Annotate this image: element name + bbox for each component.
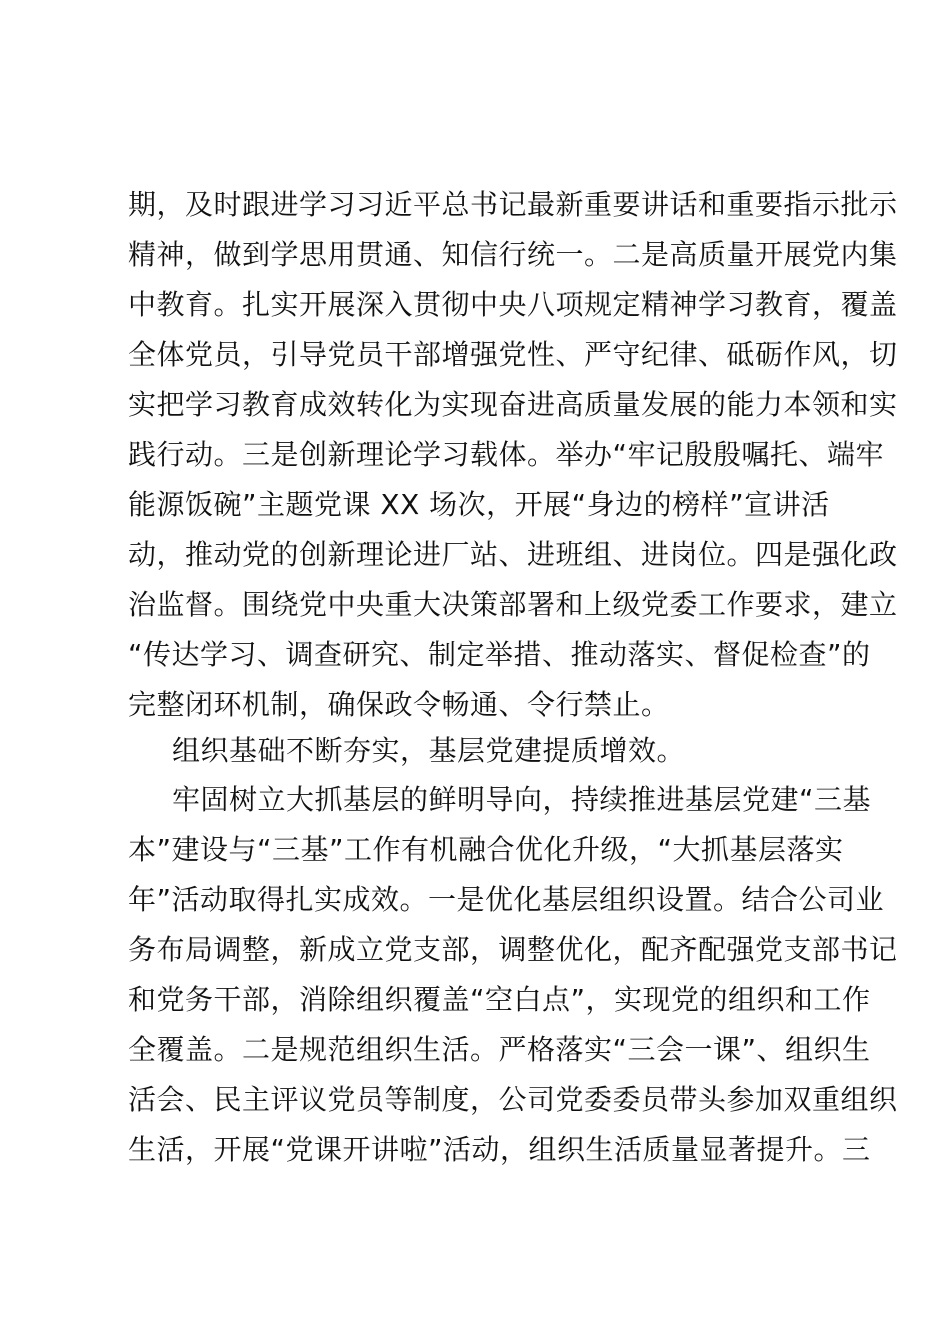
- paragraph-line: 动，推动党的创新理论进厂站、进班组、进岗位。四是强化政: [128, 538, 898, 571]
- section-heading: [128, 726, 828, 776]
- paragraph-line: 能源饭碗”主题党课 XX 场次，开展“身边的榜样”宣讲活: [128, 488, 830, 521]
- paragraph-line: 和党务干部，消除组织覆盖“空白点”，实现党的组织和工作: [128, 983, 871, 1016]
- paragraph-line: 牢固树立大抓基层的鲜明导向，持续推进基层党建“三基: [172, 783, 872, 816]
- paragraph-line: 期，及时跟进学习习近平总书记最新重要讲话和重要指示批示: [128, 188, 898, 221]
- paragraph-line: 实把学习教育成效转化为实现奋进高质量发展的能力本领和实: [128, 388, 898, 421]
- paragraph-line: 践行动。三是创新理论学习载体。举办“牢记殷殷嘱托、端牢: [128, 438, 885, 471]
- paragraph-line: 精神，做到学思用贯通、知信行统一。二是高质量开展党内集: [128, 238, 898, 271]
- paragraph-line: 全体党员，引导党员干部增强党性、严守纪律、砥砺作风，切: [128, 338, 898, 371]
- paragraph-body: [128, 775, 898, 1175]
- paragraph-line: 完整闭环机制，确保政令畅通、令行禁止。: [128, 688, 670, 721]
- paragraph-line: 务布局调整，新成立党支部，调整优化，配齐配强党支部书记: [128, 933, 898, 966]
- paragraph-line: “传达学习、调查研究、制定举措、推动落实、督促检查”的: [128, 638, 871, 671]
- paragraph-line: 活会、民主评议党员等制度，公司党委委员带头参加双重组织: [128, 1083, 898, 1116]
- paragraph-line: 治监督。围绕党中央重大决策部署和上级党委工作要求，建立: [128, 588, 898, 621]
- paragraph-line: 生活，开展“党课开讲啦”活动，组织生活质量显著提升。三: [128, 1133, 871, 1166]
- heading-line: 组织基础不断夯实，基层党建提质增效。: [172, 734, 686, 767]
- paragraph-line: 本”建设与“三基”工作有机融合优化升级，“大抓基层落实: [128, 833, 844, 866]
- paragraph-continuation: [128, 180, 898, 730]
- paragraph-line: 年”活动取得扎实成效。一是优化基层组织设置。结合公司业: [128, 883, 885, 916]
- paragraph-line: 全覆盖。二是规范组织生活。严格落实“三会一课”、组织生: [128, 1033, 871, 1066]
- paragraph-line: 中教育。扎实开展深入贯彻中央八项规定精神学习教育，覆盖: [128, 288, 898, 321]
